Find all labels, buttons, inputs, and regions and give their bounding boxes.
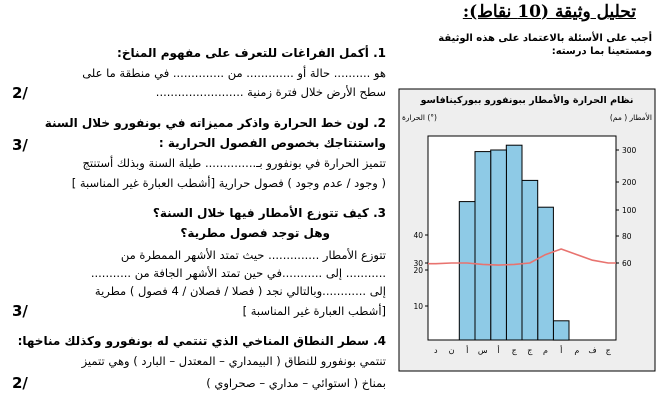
chart-title: نظام الحرارة والأمطار ببونفورو ببوركينافاسو bbox=[420, 95, 634, 106]
right-tick-label: 60 bbox=[622, 259, 632, 268]
month-label: ف bbox=[588, 346, 597, 355]
question-1-line-1: هو .......... حالة أو ............. من .............. في منطقة ما على bbox=[82, 66, 386, 80]
month-label: ن bbox=[448, 346, 455, 355]
rain-bar bbox=[506, 145, 522, 340]
question-3-heading bbox=[153, 206, 386, 220]
question-2-heading-line-2: واستنتاجك بخصوص الفصول الحرارية : bbox=[158, 136, 386, 150]
question-3-line-2: ........... إلى ...........في حين تمتد الأشهر الجافة من ........... bbox=[90, 266, 386, 280]
question-4-heading bbox=[18, 334, 386, 348]
question-3-number: 3. bbox=[373, 206, 386, 220]
right-tick-label: 200 bbox=[622, 178, 637, 187]
question-4-line-1: تنتمي بونفورو للنطاق ( البيمداري – المعتدل – البارد ) وهي تتميز bbox=[81, 354, 386, 368]
rain-bar bbox=[538, 207, 554, 340]
document-title: تحليل وثيقة (10 نقاط): bbox=[462, 2, 636, 22]
month-label: أ bbox=[560, 346, 563, 355]
right-tick-label: 100 bbox=[622, 206, 637, 215]
question-2-line-1: تتميز الحرارة في بونفورو بـ.............. طيلة السنة وبذلك أستنتج bbox=[82, 156, 386, 170]
month-label: أ bbox=[497, 346, 500, 355]
question-2-score: 3/ bbox=[12, 136, 28, 154]
question-2-heading bbox=[45, 116, 386, 130]
climate-chart bbox=[398, 88, 656, 372]
question-4-text: سطر النطاق المناخي الذي تنتمي له بونفورو وكذلك مناخها: bbox=[17, 334, 369, 348]
month-label: س bbox=[477, 346, 488, 355]
question-3-text: كيف تتوزع الأمطار فيها خلال السنة؟ bbox=[152, 206, 369, 220]
month-label: ج bbox=[511, 346, 517, 355]
left-tick-label: 20 bbox=[413, 266, 423, 275]
rain-bar bbox=[553, 321, 569, 340]
left-tick-label: 40 bbox=[413, 231, 423, 240]
question-3-line-4: [أشطب العبارة غير المناسبة ] bbox=[242, 304, 386, 318]
question-4-number: 4. bbox=[373, 334, 386, 348]
instructions-text: أجب على الأسئلة بالاعتماد على هذه الوثيقة ومستعينا بما درسته: bbox=[438, 33, 652, 57]
question-4-score: 2/ bbox=[12, 374, 28, 392]
left-tick-label: 10 bbox=[413, 302, 423, 311]
month-label: د bbox=[434, 346, 438, 355]
right-tick-label: 80 bbox=[622, 232, 632, 241]
question-1-line-2: سطح الأرض خلال فترة زمنية ........................ bbox=[155, 85, 386, 99]
question-3-line-3: إلى ............وبالتالي نجد ( فصلا / فصلان / 4 فصول ) مطرية bbox=[94, 284, 386, 298]
question-1-text: أكمل الفراغات للتعرف على مفهوم المناخ: bbox=[117, 46, 369, 60]
rain-bar bbox=[475, 152, 491, 340]
question-2-line-2: ( وجود / عدم وجود ) فصول حرارية [أشطب العبارة غير المناسبة ] bbox=[71, 176, 386, 190]
rain-bar bbox=[459, 202, 475, 340]
left-axis-label: الحرارة (°) bbox=[402, 113, 437, 122]
month-label: م bbox=[574, 346, 580, 355]
month-label: ج bbox=[527, 346, 533, 355]
right-tick-label: 300 bbox=[622, 146, 637, 155]
question-3-heading-line-2: وهل توجد فصول مطرية؟ bbox=[180, 226, 330, 240]
question-1-score: 2/ bbox=[12, 84, 28, 102]
question-1-heading bbox=[117, 46, 386, 60]
question-1-number: 1. bbox=[373, 46, 386, 60]
question-2-text: لون خط الحرارة واذكر مميزاته في بونفورو خلال السنة bbox=[44, 116, 369, 130]
questions-column bbox=[0, 40, 400, 403]
month-label: ج bbox=[605, 346, 611, 355]
left-tick-label: 30 bbox=[413, 259, 423, 268]
month-label: م bbox=[543, 346, 548, 355]
question-2-number: 2. bbox=[373, 116, 386, 130]
question-4-line-2: بمناخ ( استوائي – مداري – صحراوي ) bbox=[206, 376, 386, 390]
question-3-score: 3/ bbox=[12, 302, 28, 320]
rain-bar bbox=[491, 150, 507, 340]
month-label: أ bbox=[466, 346, 469, 355]
right-axis-label: الأمطار ( مم) bbox=[609, 113, 652, 122]
question-3-line-1: تتوزع الأمطار .............. حيث تمتد الأشهر الممطرة من bbox=[120, 248, 386, 262]
